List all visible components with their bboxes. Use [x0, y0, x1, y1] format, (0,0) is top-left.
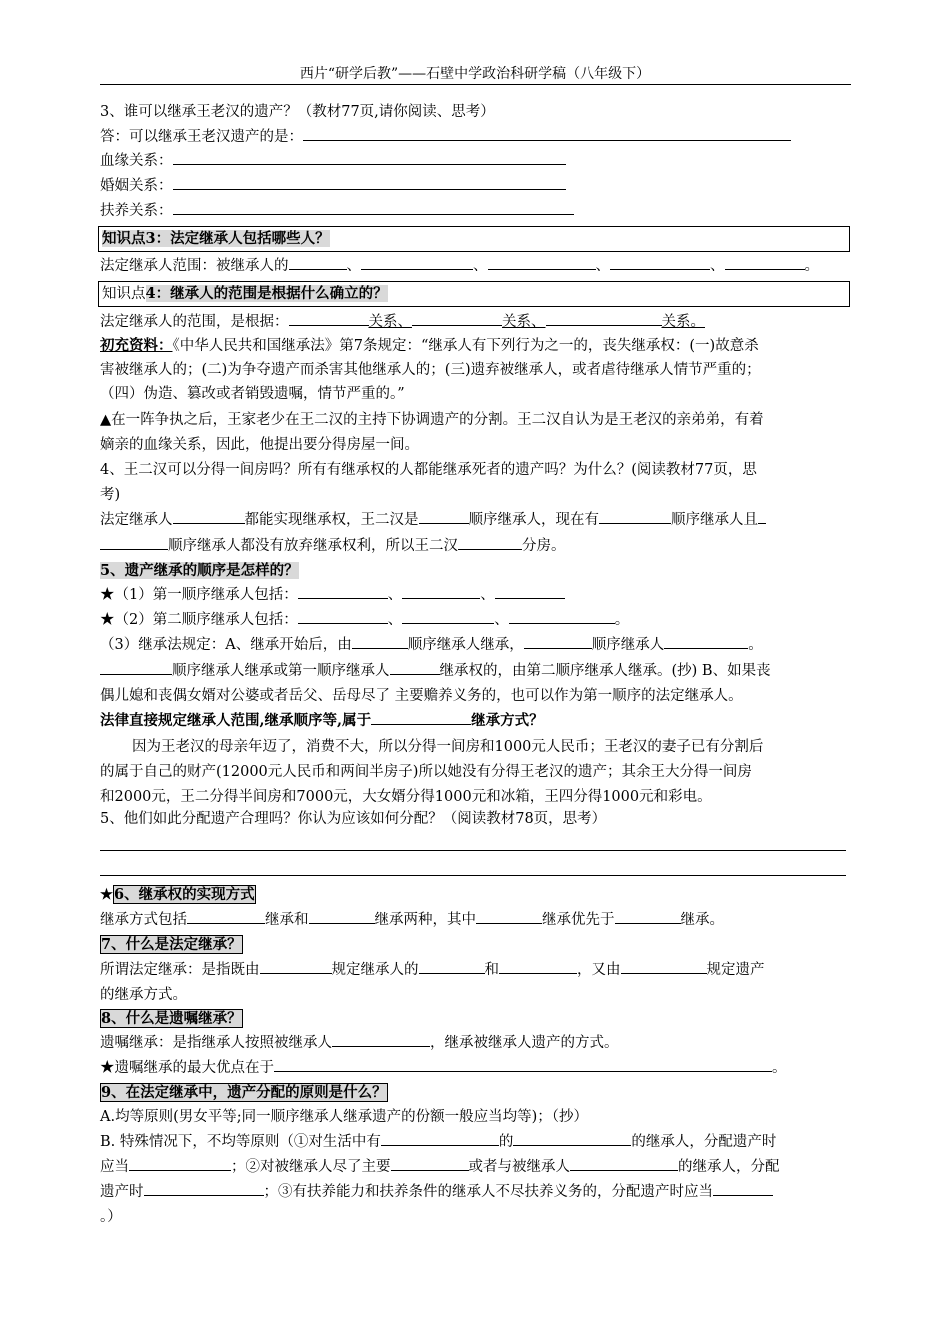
- story-question: 5、他们如此分配遗产合理吗？你认为应该如何分配？（阅读教材78页，思考）: [100, 811, 607, 827]
- s6-line: 继承方式包括 继承和 继承两种，其中 继承优先于 继承。: [100, 909, 724, 931]
- s9-blank-5[interactable]: [570, 1156, 678, 1171]
- q3-answer-label: 答：可以继承王老汉遗产的是：: [100, 129, 303, 145]
- answer-line-1[interactable]: [100, 850, 846, 851]
- q3-marriage-label: 婚姻关系：: [100, 178, 173, 194]
- support-blank[interactable]: [173, 200, 574, 215]
- s7-blank-2[interactable]: [419, 959, 485, 974]
- s7-line-2: 的继承方式。: [100, 987, 187, 1003]
- s8-title: 8、什么是遗嘱继承？: [101, 1010, 242, 1027]
- q4-blank-4[interactable]: [100, 535, 168, 550]
- supplement-line-3: （四）伪造、篡改或者销毁遗嘱，情节严重的。”: [100, 386, 405, 402]
- s6-blank-2[interactable]: [309, 909, 375, 924]
- s6-blank-4[interactable]: [615, 909, 681, 924]
- kp4-title: 知识点4：继承人的范围是根据什么确立的？: [102, 285, 388, 302]
- s5-rule-line-1: （3）继承法规定：A、继承开始后，由 顺序继承人继承， 顺序继承人 。: [100, 634, 763, 656]
- s5-first-order: ★（1）第一顺序继承人包括： 、 、: [100, 584, 565, 606]
- kp3-title-box: [98, 226, 850, 252]
- s6-blank-3[interactable]: [476, 909, 542, 924]
- marriage-blank[interactable]: [173, 175, 566, 190]
- page-header: 西片“研学后教”——石壁中学政治科研学稿（八年级下）: [299, 66, 651, 82]
- first-order-blank-2[interactable]: [402, 584, 480, 599]
- s9-line-e: 。）: [100, 1209, 122, 1225]
- s7-blank-4[interactable]: [621, 959, 707, 974]
- q3-blood-label: 血缘关系：: [100, 153, 173, 169]
- story-line-1: 因为王老汉的母亲年迈了，消费不大，所以分得一间房和1000元人民币；王老汉的妻子已有分割后: [132, 739, 764, 755]
- first-order-blank-1[interactable]: [298, 584, 388, 599]
- supplement-line-2: 害被继承人的；(二)为争夺遗产而杀害其他继承人的；(三)遗弃被继承人，或者虐待继承人情节严重的；: [100, 362, 761, 378]
- supplement-line-1: 初充资料：《中华人民共和国继承法》第7条规定：“继承人有下列行为之一的，丧失继承权：(一)故意杀: [100, 337, 759, 354]
- q4-blank-1[interactable]: [173, 509, 245, 524]
- q3-marriage-line: [100, 175, 566, 197]
- s8-blank-2[interactable]: [274, 1057, 772, 1072]
- q4-blank-5[interactable]: [458, 535, 522, 550]
- header-rule: [100, 84, 851, 85]
- s5-blank-3[interactable]: [664, 634, 748, 649]
- law-type-blank[interactable]: [371, 710, 471, 725]
- s5-blank-5[interactable]: [390, 660, 440, 675]
- s9-blank-3[interactable]: [129, 1156, 231, 1171]
- blood-blank[interactable]: [173, 150, 566, 165]
- answer-line-2[interactable]: [100, 875, 846, 876]
- q3-blood-line: [100, 150, 566, 172]
- s9-line-b: B. 特殊情况下，不均等原则（①对生活中有 的 的继承人，分配遗产时: [100, 1131, 776, 1153]
- q3-answer-line: [100, 126, 791, 148]
- second-order-blank-2[interactable]: [402, 609, 494, 624]
- story-line-2: 的属于自己的财产(12000元人民币和两间半房子)所以她没有分得王老汉的遗产；其余王大分得一间房: [100, 764, 752, 780]
- s5-blank-2[interactable]: [524, 634, 592, 649]
- q3-support-label: 扶养关系：: [100, 203, 173, 219]
- kp3-title: 知识点3：法定继承人包括哪些人？: [102, 230, 330, 247]
- kp3-blank-1[interactable]: [289, 255, 347, 270]
- kp3-blank-3[interactable]: [488, 255, 596, 270]
- triangle-para-line-2: 嫡亲的血缘关系，因此，他提出要分得房屋一间。: [100, 437, 419, 453]
- q4-blank-3[interactable]: [599, 509, 671, 524]
- triangle-para-line-1: ▲在一阵争执之后，王家老少在王二汉的主持下协调遗产的分割。王二汉自认为是王老汉的亲弟弟，有着: [100, 412, 764, 428]
- s8-line-2: ★遗嘱继承的最大优点在于 。: [100, 1057, 787, 1079]
- s5-blank-1[interactable]: [352, 634, 408, 649]
- s5-rule-line-3: 偶儿媳和丧偶女婿对公婆或者岳父、岳母尽了 主要赡养义务的，也可以作为第一顺序的法定继承人。: [100, 688, 743, 704]
- kp4-blank-1[interactable]: [289, 311, 369, 326]
- q4-blank-2[interactable]: [419, 509, 469, 524]
- s7-blank-1[interactable]: [260, 959, 332, 974]
- s9-line-d: 遗产时 ；③有扶养能力和扶养条件的继承人不尽扶养义务的，分配遗产时应当: [100, 1181, 773, 1203]
- answer-blank[interactable]: [303, 126, 791, 141]
- kp4-title-box: [98, 281, 850, 307]
- second-order-blank-1[interactable]: [298, 609, 388, 624]
- s9-blank-7[interactable]: [713, 1181, 773, 1196]
- kp4-blank-3[interactable]: [546, 311, 662, 326]
- s9-blank-4[interactable]: [391, 1156, 469, 1171]
- s9-line-a: A.均等原则(男女平等;同一顺序继承人继承遗产的份额一般应当均等)；（抄）: [100, 1109, 589, 1125]
- first-order-blank-3[interactable]: [495, 584, 565, 599]
- kp4-label: 法定继承人的范围，是根据：: [100, 314, 289, 330]
- s9-blank-6[interactable]: [144, 1181, 264, 1196]
- kp4-line: 法定继承人的范围，是根据： 关系、 关系、 关系。: [100, 311, 705, 333]
- q3-question: 3、谁可以继承王老汉的遗产？（教材77页,请你阅读、思考）: [100, 104, 495, 120]
- q3-support-line: [100, 200, 574, 222]
- q4-line-2: 考): [100, 487, 121, 503]
- s5-blank-4[interactable]: [100, 660, 172, 675]
- second-order-blank-3[interactable]: [509, 609, 615, 624]
- s8-blank-1[interactable]: [332, 1032, 430, 1047]
- s8-line-1: 遗嘱继承：是指继承人按照被继承人 ，继承被继承人遗产的方式。: [100, 1032, 619, 1054]
- s7-line-1: 所谓法定继承：是指既由 规定继承人的 和 ，又由 规定遗产: [100, 959, 765, 981]
- story-line-3: 和2000元，王二分得半间房和7000元，大女婿分得1000元和冰箱，王四分得1000元和彩电。: [100, 789, 712, 805]
- kp3-label: 法定继承人范围：被继承人的: [100, 258, 289, 274]
- kp3-blank-5[interactable]: [725, 255, 805, 270]
- s5-title: 5、遗产继承的顺序是怎样的？: [100, 562, 299, 579]
- s6-blank-1[interactable]: [187, 909, 265, 924]
- q4-answer-line-2: 顺序继承人都没有放弃继承权利，所以王二汉 分房。: [100, 535, 566, 557]
- s7-title: 7、什么是法定继承？: [101, 936, 242, 953]
- kp3-blank-4[interactable]: [610, 255, 710, 270]
- s6-title: ★6、继承权的实现方式: [100, 886, 255, 903]
- kp3-blank-2[interactable]: [361, 255, 473, 270]
- s7-blank-3[interactable]: [499, 959, 577, 974]
- supplement-label: 初充资料：: [100, 337, 173, 354]
- s9-blank-2[interactable]: [513, 1131, 631, 1146]
- q4-line-1: 4、王二汉可以分得一间房吗？所有有继承权的人都能继承死者的遗产吗？为什么？(阅读教材77页，思: [100, 462, 757, 478]
- s5-rule-line-2: 顺序继承人继承或第一顺序继承人 继承权的，由第二顺序继承人继承。(抄) B、如果丧: [100, 660, 771, 682]
- s5-law-question: 法律直接规定继承人范围,继承顺序等,属于 继承方式？: [100, 712, 544, 729]
- kp3-line: 法定继承人范围：被继承人的 、 、 、 、 。: [100, 255, 819, 277]
- s9-line-c: 应当 ；②对被继承人尽了主要 或者与被继承人 的继承人，分配: [100, 1156, 780, 1178]
- s5-second-order: ★（2）第二顺序继承人包括： 、 、 。: [100, 609, 629, 631]
- s9-blank-1[interactable]: [381, 1131, 499, 1146]
- kp4-blank-2[interactable]: [412, 311, 502, 326]
- q4-answer-line-1: 法定继承人 都能实现继承权，王二汉是 顺序继承人，现在有 顺序继承人且: [100, 509, 766, 531]
- s9-title: 9、在法定继承中，遗产分配的原则是什么？: [101, 1084, 387, 1101]
